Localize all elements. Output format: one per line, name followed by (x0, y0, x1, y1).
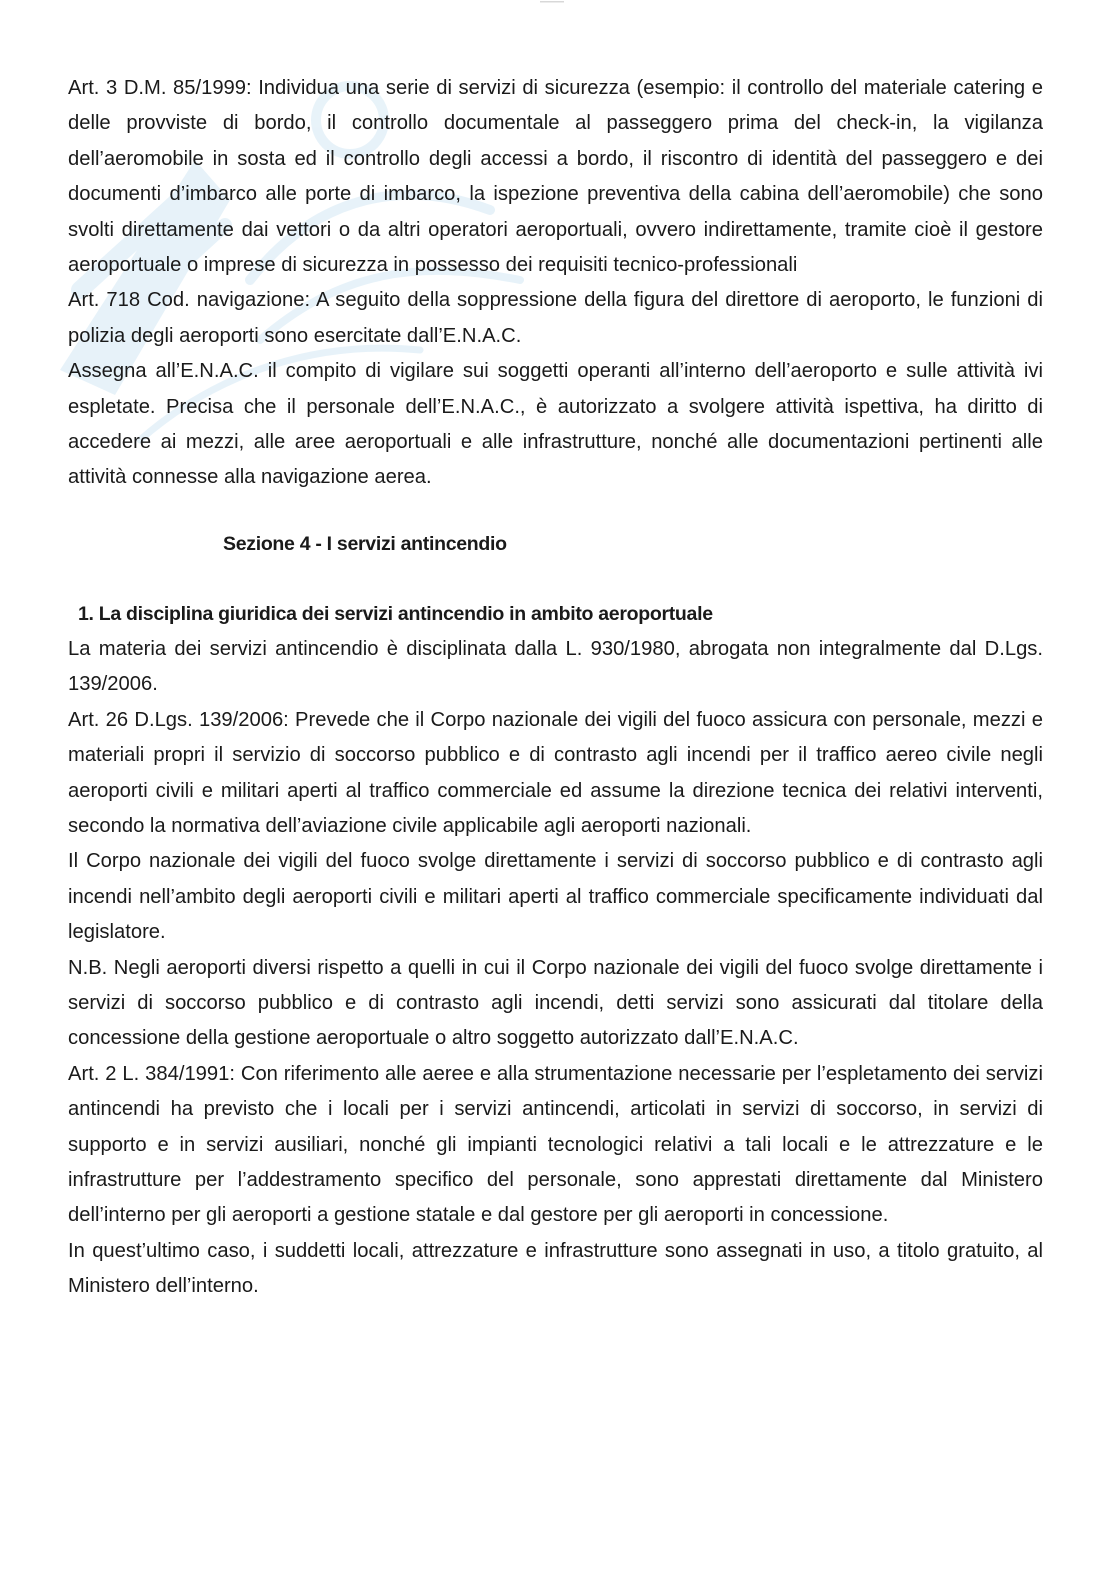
paragraph-enac-vigilance: Assegna all’E.N.A.C. il compito di vigilare sui soggetti operanti all’interno dell’aeroporto e sulle attività ivi espletate. Precisa che il personale dell’E.N.A.C., è autorizzato a svolgere attività ispettiva, ha diritto di accedere ai mezzi, alle aree aeroportuali e alle infrastrutture, nonché alle documentazioni pertinenti alle attività connesse alla navigazione aerea. (68, 360, 1043, 489)
header-mark-icon (540, 0, 564, 4)
paragraph-corpo-nazionale: Il Corpo nazionale dei vigili del fuoco svolge direttamente i servizi di soccorso pubblico e di contrasto agli incendi nell’ambito degli aeroporti civili e militari aperti al traffico commerciale specificamente individuati dal legislatore. (68, 850, 1043, 944)
section-title: Sezione 4 - I servizi antincendio (223, 532, 507, 555)
paragraph-art-3-dm: Art. 3 D.M. 85/1999: Individua una serie di servizi di sicurezza (esempio: il controllo del materiale catering e delle provviste di bordo, il controllo documentale al passeggero prima del check-in, la vigilanza dell’aeromobile in sosta ed il controllo degli accessi a bordo, il riscontro di identità del passeggero e dei documenti d’imbarco alle porte di imbarco, la ispezione preventiva della cabina dell’aeromobile) che sono svolti direttamente dai vettori o da altri operatori aeroportuali, ovvero indirettamente, tramite cioè il gestore aeroportuale o imprese di sicurezza in possesso dei requisiti tecnico-professionali (68, 77, 1043, 277)
security-services-section (68, 71, 1043, 496)
paragraph-law-930: La materia dei servizi antincendio è disciplinata dalla L. 930/1980, abrogata non integralmente dal D.Lgs. 139/2006. (68, 637, 1043, 696)
paragraph-art-718: Art. 718 Cod. navigazione: A seguito della soppressione della figura del direttore di aeroporto, le funzioni di polizia degli aeroporti sono esercitate dall’E.N.A.C. (68, 289, 1043, 347)
paragraph-last-case: In quest’ultimo caso, i suddetti locali, attrezzature e infrastrutture sono assegnati in uso, a titolo gratuito, al Ministero dell’interno. (68, 1239, 1043, 1298)
firefighting-section (68, 632, 1043, 1305)
subsection-title: 1. La disciplina giuridica dei servizi antincendio in ambito aeroportuale (78, 602, 713, 625)
paragraph-art-26: Art. 26 D.Lgs. 139/2006: Prevede che il Corpo nazionale dei vigili del fuoco assicura con personale, mezzi e materiali propri il servizio di soccorso pubblico e di contrasto agli incendi per il traffico aereo civile negli aeroporti civili e militari aperti al traffico commerciale ed assume la direzione tecnica dei relativi interventi, secondo la normativa dell’aviazione civile applicabile agli aeroporti nazionali. (68, 708, 1043, 837)
paragraph-nb: N.B. Negli aeroporti diversi rispetto a quelli in cui il Corpo nazionale dei vigili del fuoco svolge direttamente i servizi di soccorso pubblico e di contrasto agli incendi, detti servizi sono assicurati dal titolare della concessione della gestione aeroportuale o altro soggetto autorizzato dall’E.N.A.C. (68, 956, 1043, 1050)
paragraph-art-2-law-384: Art. 2 L. 384/1991: Con riferimento alle aeree e alla strumentazione necessarie per l’espletamento dei servizi antincendi ha previsto che i locali per i servizi antincendi, articolati in servizi di soccorso, in servizi di supporto e in servizi ausiliari, nonché gli impianti tecnologici relativi a tali locali e le attrezzature e le infrastrutture per l’addestramento specifico del personale, sono apprestati direttamente dal Ministero dell’interno per gli aeroporti a gestione statale e dal gestore per gli aeroporti in concessione. (68, 1062, 1043, 1227)
document-page (68, 71, 1043, 1305)
